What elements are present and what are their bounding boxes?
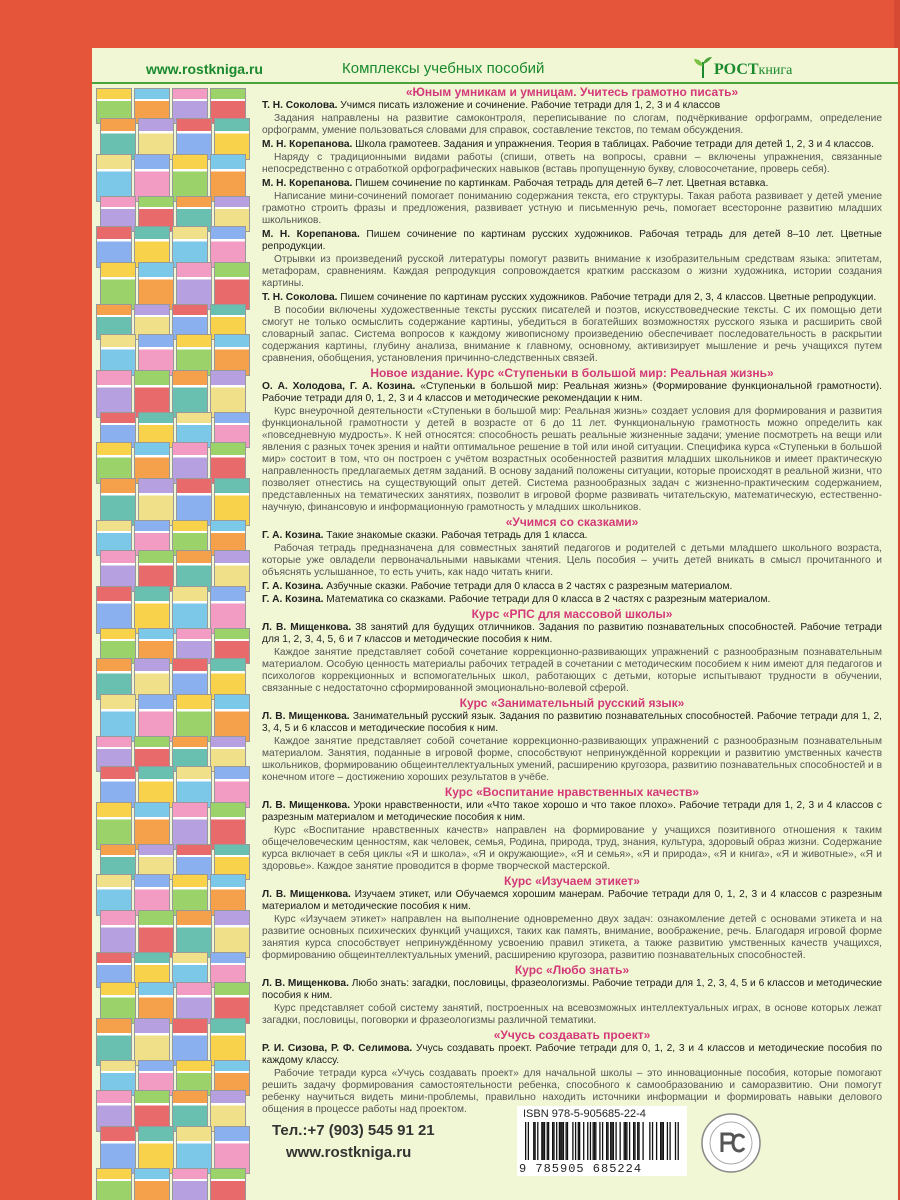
book-cover-thumbnail	[96, 586, 132, 634]
book-cover-thumbnail	[176, 1126, 212, 1174]
barcode-bar	[593, 1122, 594, 1160]
entry-author: Л. В. Мищенкова.	[262, 978, 349, 989]
barcode-bar	[559, 1122, 560, 1160]
barcode-bar	[620, 1122, 621, 1160]
entry-author: М. Н. Корепанова.	[262, 229, 360, 240]
barcode-bar	[572, 1122, 573, 1160]
site-url-bottom[interactable]: www.rostkniga.ru	[286, 1144, 412, 1161]
barcode-bar	[678, 1122, 679, 1160]
entry-author: Р. И. Сизова, Р. Ф. Селимова.	[262, 1043, 413, 1054]
book-cover-thumbnail	[210, 1018, 246, 1066]
barcode-bar	[556, 1122, 557, 1160]
barcode-bar	[633, 1122, 634, 1160]
header-bar	[92, 58, 898, 84]
entry-author: Т. Н. Соколова.	[262, 100, 338, 111]
section-title: Новое издание. Курс «Ступеньки в большой мир: Реальная жизнь»	[370, 366, 774, 380]
book-cover-thumbnail	[96, 802, 132, 850]
barcode-bar	[629, 1122, 630, 1160]
section-title: Курс «Изучаем этикет»	[504, 874, 640, 888]
entry-title: Уроки нравственности, или «Что такое хорошо и что такое плохо». Рабочие тетради для 1, 2, 3 и 4 классов с разрезным материалом и методические пособия к ним.	[262, 800, 882, 823]
ean-digits: 9 785905 685224	[519, 1162, 643, 1176]
catalog-entry	[262, 889, 882, 913]
back-cover-page	[92, 48, 898, 1200]
phone-number[interactable]: Тел.:+7 (903) 545 91 21	[272, 1122, 435, 1139]
barcode-bar	[595, 1122, 596, 1160]
book-cover-thumbnail	[172, 586, 208, 634]
entry-title: Изучаем этикет, или Обучаемся хорошим манерам. Рабочие тетради для 0, 1, 2, 3 и 4 классов с разрезным материалом и методические пособия к ним.	[262, 889, 882, 912]
section-title: «Юным умникам и умницам. Учитесь грамотно писать»	[405, 85, 739, 99]
barcode-bar	[579, 1122, 580, 1160]
catalog-entry	[262, 530, 882, 542]
entry-description: Рабочая тетрадь предназначена для совместных занятий педагогов и родителей с детьми младшего школьного возраста, которые уже овладели первоначальными навыками чтения. Цель пособия – учить детей вникать в смысл прочитанного и объяснять услышанное, то есть учить, как надо читать книги.	[262, 543, 882, 578]
barcode-bar	[642, 1122, 643, 1160]
barcode-bar	[541, 1122, 542, 1160]
barcode-bar	[561, 1122, 562, 1160]
entry-description: Отрывки из произведений русской литературы помогут развить внимание к изобразительным средствам языка: эпитетам, метафорам, сравнениям. Каждая репродукция сопровождается кратким рассказом о жизни художника, истории создания картины.	[262, 254, 882, 289]
entry-title: Школа грамотеев. Задания и упражнения. Теория в таблицах. Рабочие тетради для детей 1, 2, 3 и 4 классов.	[352, 139, 875, 150]
entry-author: Г. А. Козина.	[262, 594, 324, 605]
barcode-bar	[525, 1122, 526, 1160]
entry-description: Рабочие тетради курса «Учусь создавать проект» для начальной школы – это инновационные пособия, которые помогают решить задачу формирования самостоятельности ребенка, способного к самообразованию и саморазвитию. Они помогут ребенку научиться видеть мини-проблемы, правильно находить источники информации и формировать навыки делового общения в процессе работы над проектом.	[262, 1068, 882, 1115]
book-cover-thumbnail	[138, 1126, 174, 1174]
entry-author: Г. А. Козина.	[262, 530, 324, 541]
entry-author: Т. Н. Соколова.	[262, 292, 338, 303]
book-cover-thumbnail	[210, 802, 246, 850]
barcode-bar	[533, 1122, 534, 1160]
book-cover-thumbnail	[214, 694, 250, 742]
barcode-bar	[544, 1122, 545, 1160]
barcode-bar	[602, 1122, 603, 1160]
book-cover-thumbnail	[172, 802, 208, 850]
entry-author: Л. В. Мищенкова.	[262, 889, 351, 900]
barcode-bar	[656, 1122, 657, 1160]
book-cover-thumbnail	[210, 370, 246, 418]
barcode-bar	[567, 1122, 568, 1160]
certification-seal-icon	[700, 1112, 762, 1174]
entry-title: Пишем сочинение по картинкам. Рабочая тетрадь для детей 6–7 лет. Цветная вставка.	[352, 178, 769, 189]
entry-description: Курс «Изучаем этикет» направлен на выполнение одновременно двух задач: ознакомление детей с основами этикета и на развитие основных психических функций учащихся, таких как память, внимание, воображение, речь. Благодаря игровой форме занятия курса способствует непринуждённому усвоению правил этикета, а также развитию умственных качеств учащихся, формированию общеинтеллектуальных умений, расширению кругозора, развитию познавательных способностей.	[262, 914, 882, 961]
barcode-icon	[523, 1122, 681, 1160]
entry-author: Л. В. Мищенкова.	[262, 800, 351, 811]
catalog-entry	[262, 978, 882, 1002]
barcode-bar	[547, 1122, 548, 1160]
footer	[272, 1106, 832, 1186]
barcode-bar	[552, 1122, 553, 1160]
entry-title: Любо знать: загадки, пословицы, фразеологизмы. Рабочие тетради для 1, 2, 3, 4, 5 и 6 классов и методические пособия к ним.	[262, 978, 882, 1001]
barcode-bar	[543, 1122, 544, 1160]
catalog-entry	[262, 581, 882, 593]
entry-author: Г. А. Козина.	[262, 581, 324, 592]
entry-description: Задания направлены на развитие самоконтроля, переписывание по слогам, подчёркивание орфограмм, определение орфограмм, умение пользоваться словами для справок, составление текстов, по темам обсуждения.	[262, 113, 882, 136]
book-cover-thumbnail	[100, 1126, 136, 1174]
catalog-text	[262, 84, 882, 1118]
book-cover-thumbnail	[172, 1018, 208, 1066]
entry-title: Пишем сочинение по картинам русских художников. Рабочие тетради для 2, 3, 4 классов. Цветные репродукции.	[337, 292, 877, 303]
entry-description: Курс внеурочной деятельности «Ступеньки в большой мир: Реальная жизнь» создает условия для формирования и развития функциональной грамотности у детей в возрасте от 6 до 11 лет. Функциональную грамотность можно определить как «повседневную мудрость». К ней относятся: способность решать реальные жизненные задачи; умение посмотреть на вещи или явления с разных точек зрения и найти оптимальное решение в той или иной ситуации. Специфика курса «Ступеньки в большой мир» состоит в том, что он построен с учётом возрастных особенностей развития младших школьников и имеет практическую направленность предлагаемых детям заданий. В основу заданий положены ситуации, которые происходят в реальной жизни, что позволяет отнестись на существующий опыт детей. Система разнообразных задач с жизненно-практическим содержанием, представленных на тематических занятиях, позволит в игровой форме развивать читательскую, математическую, естественно-научную, финансовую и информационную грамотность у младших школьников.	[262, 406, 882, 513]
barcode-bar	[669, 1122, 670, 1160]
book-cover-thumbnail	[176, 478, 212, 526]
logo-suffix: книга	[758, 63, 793, 78]
barcode-bar	[553, 1122, 554, 1160]
barcode-bar	[566, 1122, 567, 1160]
entry-title: Азбучные сказки. Рабочие тетради для 0 класса в 2 частях с разрезным материалом.	[323, 581, 733, 592]
barcode-bar	[660, 1122, 661, 1160]
barcode-bar	[652, 1122, 653, 1160]
barcode-bar	[638, 1122, 639, 1160]
catalog-entry	[262, 1043, 882, 1067]
barcode-bar	[594, 1122, 595, 1160]
book-cover-thumbnail	[176, 910, 212, 958]
publisher-logo	[692, 56, 793, 80]
book-cover-thumbnail	[210, 154, 246, 202]
book-cover-thumbnail	[176, 262, 212, 310]
entry-description: Наряду с традиционными видами работы (спиши, ответь на вопросы, сравни – включены упражнения, связанные непосредственно с отработкой орфографических навыков (вставь пропущенную букву, словосочетание, проверь себя).	[262, 152, 882, 175]
barcode-bar	[610, 1122, 611, 1160]
logo-prefix: РОСТ	[714, 61, 759, 78]
barcode-bar	[563, 1122, 564, 1160]
section-title: Курс «Воспитание нравственных качеств»	[444, 785, 700, 799]
book-cover-thumbnail	[134, 370, 170, 418]
catalog-entry	[262, 622, 882, 646]
barcode-bar	[663, 1122, 664, 1160]
barcode-bar	[649, 1122, 650, 1160]
entry-title: Такие знакомые сказки. Рабочая тетрадь для 1 класса.	[323, 530, 588, 541]
barcode-bar	[607, 1122, 608, 1160]
book-cover-thumbnail	[96, 1018, 132, 1066]
book-cover-thumbnail	[210, 586, 246, 634]
book-cover-thumbnail	[96, 370, 132, 418]
book-cover-thumbnail	[96, 154, 132, 202]
barcode-bar	[534, 1122, 535, 1160]
entry-title: Занимательный русский язык. Задания по развитию познавательных способностей. Рабочие тетради для 1, 2, 3, 4, 5 и 6 классов и методические пособия к ним.	[262, 711, 882, 734]
isbn-barcode-block	[517, 1106, 687, 1176]
barcode-bar	[578, 1122, 579, 1160]
entry-description: В пособии включены художественные тексты русских писателей и поэтов, искусствоведческие тексты. С их помощью дети смогут не только осмыслить содержание картины, убедиться в богатейших возможностях русского языка и расширить свой словарный запас. Система вопросов к каждому живописному произведению обеспечивает последовательность в раскрытии содержания картины, глубину анализа, внимание к главному, основному, активизирует мышление и речь учащихся путем сравнения, обобщения, установления причинно-следственных связей.	[262, 305, 882, 364]
barcode-bar	[613, 1122, 614, 1160]
book-cover-thumbnail	[138, 910, 174, 958]
barcode-bar	[624, 1122, 625, 1160]
site-url-top[interactable]: www.rostkniga.ru	[146, 61, 263, 77]
section-title: Курс «Любо знать»	[514, 963, 630, 977]
book-cover-thumbnail	[134, 154, 170, 202]
entry-title: Учимся писать изложение и сочинение. Рабочие тетради для 1, 2, 3 и 4 классов	[337, 100, 721, 111]
isbn-number: ISBN 978-5-905685-22-4	[523, 1108, 646, 1120]
book-cover-thumbnail	[100, 910, 136, 958]
barcode-bar	[667, 1122, 668, 1160]
entry-description: Курс «Воспитание нравственных качеств» направлен на формирование у учащихся позитивного отношения к таким общечеловеческим ценностям, как человек, семья, Родина, природа, труд, знания, культура, здоровый образ жизни. Содержание курса включает в себя циклы «Я и школа», «Я и окружающие», «Я и семья», «Я и природа», «Я и книга», «Я и животные», «Я и здоровье». Каждое занятие проводится в форме творческой мастерской.	[262, 825, 882, 872]
book-cover-thumbnail	[214, 1126, 250, 1174]
book-cover-thumbnail	[134, 586, 170, 634]
book-covers-column	[96, 88, 256, 1196]
section-title: Курс «РПС для массовой школы»	[471, 607, 673, 621]
book-cover-thumbnail	[214, 910, 250, 958]
catalog-entry	[262, 594, 882, 606]
book-cover-thumbnail	[138, 262, 174, 310]
barcode-bar	[615, 1122, 616, 1160]
catalog-entry	[262, 178, 882, 190]
catalog-entry	[262, 100, 882, 112]
barcode-bar	[637, 1122, 638, 1160]
book-cover-thumbnail	[134, 1168, 170, 1200]
catalog-entry	[262, 229, 882, 253]
barcode-bar	[626, 1122, 627, 1160]
series-title: Комплексы учебных пособий	[342, 60, 545, 77]
entry-author: М. Н. Корепанова.	[262, 178, 353, 189]
entry-description: Написание мини-сочинений помогает пониманию содержания текста, его структуры. Такая работа развивает у детей умение грамотно строить фразы и предложения, развивает устную и письменную речь, помогает всесторонне развитию младших школьников.	[262, 191, 882, 226]
book-cover-thumbnail	[100, 694, 136, 742]
barcode-bar	[675, 1122, 676, 1160]
catalog-entry	[262, 800, 882, 824]
book-cover-thumbnail	[96, 1168, 132, 1200]
entry-title: Учусь создавать проект. Рабочие тетради для 0, 1, 2, 3 и 4 классов и методические пособия по каждому классу.	[262, 1043, 883, 1066]
entry-author: Л. В. Мищенкова.	[262, 622, 352, 633]
entry-author: М. Н. Корепанова.	[262, 139, 353, 150]
entry-description: Каждое занятие представляет собой сочетание коррекционно-развивающих упражнений с разнообразным познавательным материалом. Особую ценность материалы рабочих тетрадей в сочетании с методическим пособием к ним имеют для педагогов и психологов коррекционных и вспомогательных школ, работающих с детьми, которые испытывают трудности в обучении, связанные с недостаточно сформированной эмоционально-волевой сферой.	[262, 647, 882, 694]
barcode-bar	[548, 1122, 549, 1160]
entry-description: Каждое занятие представляет собой сочетание коррекционно-развивающих упражнений с разнообразным познавательным материалом. Занятия, поданные в игровой форме, способствуют непринуждённой коррекции и развитию умственных качеств школьников, формированию общеинтеллектуальных умений, расширению кругозора, развитию познавательных способностей и в конечном итоге – достижению хороших результатов в учёбе.	[262, 736, 882, 783]
book-cover-thumbnail	[100, 262, 136, 310]
barcode-bar	[590, 1122, 591, 1160]
book-cover-thumbnail	[172, 154, 208, 202]
book-cover-thumbnail	[138, 694, 174, 742]
barcode-bar	[599, 1122, 600, 1160]
barcode-bar	[625, 1122, 626, 1160]
barcode-bar	[661, 1122, 662, 1160]
book-cover-thumbnail	[172, 370, 208, 418]
catalog-entry	[262, 381, 882, 405]
barcode-bar	[575, 1122, 576, 1160]
book-cover-thumbnail	[176, 694, 212, 742]
section-title: «Учимся со сказками»	[505, 515, 639, 529]
barcode-bar	[560, 1122, 561, 1160]
sprout-icon	[692, 56, 714, 80]
entry-description: Курс представляет собой систему занятий, построенных на всевозможных интеллектуальных играх, в основе которых лежат загадки, пословицы, поговорки и фразеологизмы различной тематики.	[262, 1003, 882, 1026]
barcode-bar	[537, 1122, 538, 1160]
barcode-bar	[583, 1122, 584, 1160]
book-cover-thumbnail	[138, 478, 174, 526]
catalog-entry	[262, 292, 882, 304]
barcode-bar	[611, 1122, 612, 1160]
entry-title: Математика со сказками. Рабочие тетради для 0 класса в 2 частях с разрезным материалом.	[323, 594, 771, 605]
catalog-entry	[262, 711, 882, 735]
book-cover-thumbnail	[134, 802, 170, 850]
entry-title: Пишем сочинение по картинам русских художников. Рабочая тетрадь для детей 8–10 лет. Цветные репродукции.	[262, 229, 882, 252]
book-cover-thumbnail	[172, 1168, 208, 1200]
book-cover-thumbnail	[214, 478, 250, 526]
section-title: «Учусь создавать проект»	[493, 1028, 651, 1042]
book-cover-thumbnail	[210, 1168, 246, 1200]
book-cover-thumbnail	[214, 262, 250, 310]
entry-title: 38 занятий для будущих отличников. Задания по развитию познавательных способностей. Рабочие тетради для 1, 2, 3, 4, 5, 6 и 7 классов и методические пособия к ним.	[262, 622, 882, 645]
catalog-entry	[262, 139, 882, 151]
book-cover-thumbnail	[100, 478, 136, 526]
section-title: Курс «Занимательный русский язык»	[459, 696, 685, 710]
barcode-bar	[587, 1122, 588, 1160]
entry-author: О. А. Холодова, Г. А. Козина.	[262, 381, 416, 392]
barcode-bar	[528, 1122, 529, 1160]
book-cover-thumbnail	[134, 1018, 170, 1066]
entry-author: Л. В. Мищенкова.	[262, 711, 350, 722]
entry-title: «Ступеньки в большой мир: Реальная жизнь» (Формирование функциональной грамотности). Рабочие тетради для 0, 1, 2, 3 и 4 классов и методические рекомендации к ним.	[262, 381, 883, 404]
barcode-bar	[634, 1122, 635, 1160]
barcode-bar	[606, 1122, 607, 1160]
